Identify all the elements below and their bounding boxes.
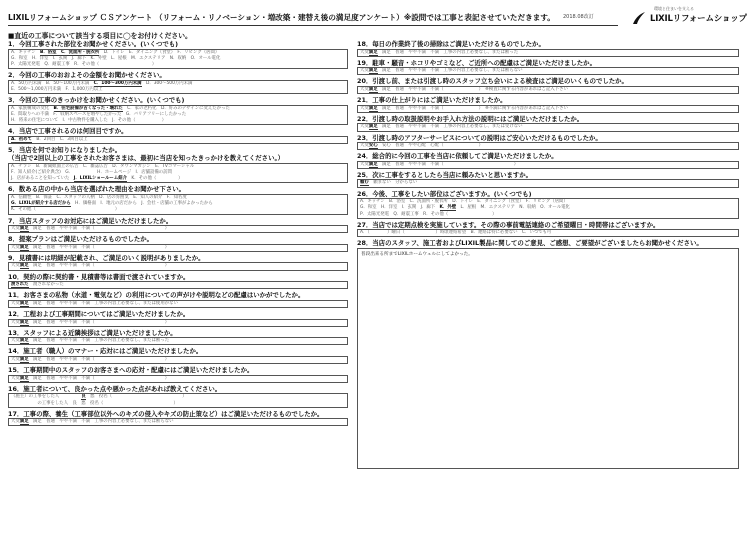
answer-options (8, 281, 348, 289)
question-title: 9．見積書には明細が記載され、ご満足のいく説明がありましたか。 (8, 253, 205, 262)
answer-options (8, 300, 348, 308)
free-comment-box[interactable] (357, 248, 739, 469)
question-block (8, 40, 348, 69)
question-title: 12．工程および工事期間についてはご満足いただけましたか。 (8, 310, 190, 319)
option-text: 満足 普通 やや不満 不満（ ） (377, 161, 519, 167)
option-text: 大変 (11, 338, 20, 344)
question-title: 5．当店を何でお知りになりましたか。 (8, 145, 122, 154)
selected-answer[interactable]: 満足 (368, 68, 378, 74)
question-title: 19．駐車・騒音・ホコリやゴミなど、ご近所への配慮はご満足いただけましたか。 (357, 58, 596, 67)
question-title: 4．当店で工事されるのは何回目ですか。 (8, 127, 128, 136)
answer-options (8, 375, 348, 383)
option-row (11, 62, 345, 68)
option-text: G．和室 H．洋室 I．玄関 J．廊下 K．外壁 L．屋根 M．エクステリア N．収納 O．オール電化 (11, 55, 221, 61)
option-text: D．トイレ E．ダイニング（食堂） F．リビング（居間） (99, 49, 220, 55)
option-text: J．店があることを知っていた (11, 176, 74, 182)
question-title: 24．総合的に今回の工事を当店に依頼してご満足いただけましたか。 (357, 152, 558, 161)
answer-options (8, 194, 348, 215)
option-row (360, 230, 736, 236)
option-row (360, 124, 736, 130)
option-text: 大変 (11, 226, 20, 232)
option-row (11, 376, 345, 382)
option-text: 満足 普通 やや不満 不満 工事の内容上必要なし、または断らない (28, 419, 174, 425)
option-text: F．知人紹介(ご紹介典含) G． H．ホームページ I．店舗設備の訪問 (11, 170, 172, 176)
selected-answer[interactable]: 満足 (19, 419, 29, 425)
option-text: 満足 普通 やや不満 不満 工事の内容上必要なし、または断らない (377, 68, 523, 74)
question-block (8, 291, 348, 308)
option-text: 大変 (11, 300, 20, 306)
answer-options (357, 105, 739, 113)
option-row (360, 106, 736, 112)
option-text: 大変 (11, 319, 20, 325)
option-text: 大変 (360, 49, 369, 55)
option-text: 満足 普通 やや不満 不満（ ） (28, 375, 170, 381)
option-text: A．50万円未満 B．50～100万円未満 (11, 80, 94, 86)
option-text: 満足 普通 やや不満 不満（ ） ※検査に関する内容があればご記入下さい (377, 86, 568, 92)
selected-answer[interactable]: 満足 (19, 226, 29, 232)
survey-header (8, 12, 608, 23)
answer-options (357, 142, 739, 150)
question-block (8, 310, 348, 327)
option-text: P．太陽光発電 Q．耐震工事 R．その他（ ） (11, 61, 157, 67)
question-block (357, 59, 739, 76)
option-text: 大変 (11, 375, 20, 381)
selected-answer[interactable]: 安心 (368, 143, 378, 149)
option-text: 大変 (11, 263, 20, 269)
question-block (8, 347, 348, 364)
option-row (360, 50, 736, 56)
question-block (8, 146, 348, 184)
selected-answer[interactable]: 満足 (368, 105, 378, 111)
option-text: 満足 普通 やや不満 不満 工事の内容上必要なし、または断った (28, 338, 170, 344)
selected-answer[interactable]: B．住宅設備が古くなった・壊れた (53, 105, 123, 111)
answer-options (8, 136, 348, 144)
question-block (8, 235, 348, 252)
answer-options (8, 105, 348, 126)
option-row (11, 282, 345, 288)
selected-answer[interactable]: C．100～300万円未満 (93, 80, 142, 86)
option-row (360, 212, 736, 218)
option-row (11, 87, 345, 93)
option-text: 頼まない 分からない (368, 180, 418, 186)
question-title: 22．引渡し時の取扱説明やお手入れ方法の説明にはご満足いただけましたか。 (357, 114, 584, 123)
question-block (8, 96, 348, 125)
option-text: 安心 普通 やや心配 心配（ ） (377, 143, 483, 149)
question-title: 13．スタッフによる近隣挨拶はご満足いただけましたか。 (8, 328, 177, 337)
question-block (357, 96, 739, 113)
answer-options (8, 393, 348, 407)
question-block (8, 217, 348, 234)
question-title: 16．施工者について、良かった点や悪かった点があれば教えてください。 (8, 384, 222, 393)
option-text: 大変 (360, 124, 369, 130)
selected-answer[interactable]: J．LIXILショールーム紹介 (73, 176, 127, 182)
answer-options (357, 179, 739, 187)
answer-options (8, 356, 348, 364)
question-title: 27．当店では定期点検を実施しています。その際の事前電話連絡のご希望曜日・時間帯はございますか。 (357, 220, 660, 229)
answer-options (8, 80, 348, 94)
option-text: 満足 普通 やや不満 不満（ ） (28, 244, 170, 250)
question-title: 20．引渡し前、または引渡し時のスタッフ立ち会いによる検査はご満足のいくものでしたか。 (357, 77, 628, 86)
option-text: H．価格面 I．地元の店だから J．会社・店舗の工事がよかったから (70, 201, 213, 207)
question-block (357, 115, 739, 132)
option-text: A．（ ）曜日（ ）時頃連絡希望 B．連絡は特に必要ない C．いつでも可 (360, 230, 552, 236)
question-block (357, 171, 739, 188)
header-divider (8, 25, 618, 26)
question-block (8, 410, 348, 427)
selected-answer[interactable]: 満足 (19, 338, 29, 344)
option-text: A．キッチン B．浴室 C．洗面所・脱衣所 D．トイレ E．ダイニング（食堂） F．リビング（居間） (360, 199, 568, 205)
option-row (360, 143, 736, 149)
lixil-logo (626, 6, 747, 28)
option-row (11, 263, 345, 269)
selected-answer[interactable]: 満足 (368, 124, 378, 130)
option-text: 満足 普通 やや不満 不満（ ） (28, 263, 170, 269)
question-block (357, 77, 739, 94)
answer-options (357, 86, 739, 94)
logo-name: LIXILリフォームショップ (650, 14, 747, 24)
question-title: 21．工事の仕上がりにはご満足いただけましたか。 (357, 96, 507, 105)
option-text: 満足 普通 やや不満 不満（ ） (28, 356, 170, 362)
option-row (11, 401, 345, 407)
selected-answer[interactable]: 満足 (368, 161, 378, 167)
question-title: 15．工事期間中のスタッフのお客さまへの応対・配慮にはご満足いただけましたか。 (8, 366, 254, 375)
question-block (8, 127, 348, 144)
option-text: K．その他（ ） (127, 176, 183, 182)
option-text: K．その他（ ） (11, 207, 120, 213)
option-text: 満足 普通 やや不満 不満 工事の内容上必要なし、または断った (377, 49, 519, 55)
answer-options (8, 418, 348, 426)
answer-options (8, 319, 348, 327)
option-text: 大変 (360, 161, 369, 167)
selected-answer[interactable]: 満足 (19, 244, 29, 250)
option-row (11, 320, 345, 326)
option-row (11, 137, 345, 143)
selected-answer[interactable]: 満足 (368, 86, 378, 92)
option-row (360, 68, 736, 74)
option-row (11, 207, 345, 213)
answer-options (357, 229, 739, 237)
option-text: A．キッチン (11, 49, 41, 55)
option-text: A．家族構成の変化 (11, 105, 54, 111)
selected-answer[interactable]: 満足 (19, 356, 29, 362)
selected-answer[interactable]: 良 (81, 394, 86, 400)
right-column (357, 40, 739, 469)
option-text: 悪 役名（ ） (85, 394, 187, 400)
option-text: の工事をした人 良 悪 役名（ ） (11, 400, 178, 406)
option-text: 渡されなかった (28, 282, 64, 288)
question-block (8, 185, 348, 214)
free-comment-text: 普段出来る所までLIXILホームウェルにしてよかった。 (361, 251, 473, 257)
option-text: 大変 (360, 105, 369, 111)
question-block (8, 71, 348, 94)
option-text: P．太陽光発電 Q．耐震工事 R．その他（ ） (360, 211, 497, 217)
question-subtitle: （当店で2回以上の工事をされたお客さまは、最初に当店を知ったきっかけを教えてください。） (8, 154, 285, 163)
question-title: 10．契約の際に契約書・見積書等は書面で渡されていますか。 (8, 272, 190, 281)
survey-title: LIXILリフォームショップ ＣＳアンケート （リフォーム・リノベーション・増改築・建替え後の満足度アンケート）※設問では工事と表記させていただきます。 (8, 13, 555, 22)
selected-answer[interactable]: 渡された (11, 282, 29, 288)
selected-answer[interactable]: 頼む (360, 180, 369, 186)
answer-options (8, 49, 348, 70)
option-text: A．信頼性 B．保証 C．スタッフの人柄 D．店の雰囲気 E．知人の紹介 F．知名度 (11, 194, 187, 200)
option-row (11, 419, 345, 425)
option-text: B．2回目 C．3回目以上 (31, 136, 88, 142)
selected-answer[interactable]: 満足 (19, 263, 29, 269)
option-row (11, 118, 345, 124)
answer-options (8, 337, 348, 345)
option-text: 大変 (11, 356, 20, 362)
question-block (357, 40, 739, 57)
answer-options (357, 49, 739, 57)
option-text: （施主）の工事をした人 (11, 394, 82, 400)
option-text: 満足 普通 やや不満 不満（ ） ※不満に関する内容があればご記入下さい (377, 105, 568, 111)
option-text: 満足 普通 やや不満 不満 工事の内容上必要なし、または受けない (377, 124, 523, 130)
left-column (8, 40, 348, 428)
question-title: 11．お客さまの私物（水道・電気など）の利用についての声がけや説明などの配慮はいかがでしたか。 (8, 291, 305, 300)
answer-options (357, 123, 739, 131)
question-block (8, 273, 348, 290)
answer-options (357, 161, 739, 169)
option-row (11, 357, 345, 363)
question-block (357, 221, 739, 238)
question-title: 8．提案プランはご満足いただけるものでしたか。 (8, 235, 154, 244)
answer-options (8, 262, 348, 270)
selected-answer[interactable]: A．初めて (11, 136, 32, 142)
question-block-28 (357, 239, 739, 469)
option-text: 大変 (360, 143, 369, 149)
question-block (8, 366, 348, 383)
question-title: 2．今回の工事のおおよその金額をお聞かせください。 (8, 71, 166, 80)
option-row (11, 338, 345, 344)
question-title: 18．毎日の作業終了後の掃除はご満足いただけるものでしたか。 (357, 40, 545, 48)
question-title: 6．数ある店の中から当店を選ばれた理由をお聞かせ下さい。 (8, 185, 185, 194)
question-block (8, 254, 348, 271)
option-text: E．500～1,000万円未満 F．1,000万円以上 (11, 86, 103, 92)
revision-date: 2018.08改訂 (563, 14, 594, 20)
selected-answer[interactable]: 満足 (19, 300, 29, 306)
option-row (360, 162, 736, 168)
option-text: H．将来の住宅について I．中古物件を購入した J．その他（ ） (11, 117, 167, 123)
option-text: 満足 普通 やや不満 不満（ ） (28, 226, 170, 232)
selected-answer[interactable]: G．LIXILが紹介する店だから (11, 201, 71, 207)
option-text: 大変 (11, 244, 20, 250)
option-text: 満足 普通 やや不満 不満（ ） (28, 319, 170, 325)
question-title: 28．当店のスタッフ、施工者およびLIXIL製品に関してのご意見、ご感想、ご要望がございましたらお聞かせください。 (357, 239, 703, 248)
option-text: D．300～500万円未満 (141, 80, 193, 86)
question-block (8, 385, 348, 408)
option-text: E．間取りへの不満 F．収納スペースを増やしたかった G．バリアフリーにしたかった (11, 111, 187, 117)
question-block (8, 329, 348, 346)
question-block (357, 152, 739, 169)
option-row (11, 226, 345, 232)
option-text: 大変 (360, 68, 369, 74)
option-text: A．チラシ B．新聞紙面上の広告 C．雑誌広告 D．タウンマガジン E．TVコマーシャル (11, 163, 195, 169)
selected-answer[interactable]: B．浴室 C．洗面所・脱衣所 (40, 49, 100, 55)
option-row (11, 245, 345, 251)
option-text: 大変 (11, 419, 20, 425)
question-title: 26．今後、工事をしたい部位はございますか。(いくつでも) (357, 189, 532, 198)
option-row (11, 176, 345, 182)
answer-options (8, 163, 348, 184)
answer-options (357, 67, 739, 75)
question-title: 7．当店スタッフのお対応にはご満足いただけましたか。 (8, 216, 173, 225)
answer-options (8, 225, 348, 233)
answer-options (8, 244, 348, 252)
option-row (360, 87, 736, 93)
answer-options (357, 198, 739, 219)
option-row (360, 180, 736, 186)
selected-answer[interactable]: 満足 (368, 49, 378, 55)
option-text: G．和室 H．洋室 I．玄関 J．廊下 (360, 205, 440, 211)
option-text: 大変 (360, 86, 369, 92)
question-title: 25．次に工事をするとしたら当店に頼みたいと思いますか。 (357, 170, 533, 179)
option-text: 満足 普通 やや不満 不満 工事の内容上必要なし、または使用がない (28, 300, 178, 306)
question-block (357, 190, 739, 219)
selected-answer[interactable]: 満足 (19, 375, 29, 381)
option-row (11, 301, 345, 307)
question-title: 3．今回の工事のきっかけをお聞かせください。(いくつでも) (8, 96, 185, 105)
option-text: L．屋根 M．エクステリア N．収納 O．オール電化 (456, 205, 570, 211)
question-title: 23．引渡し時のアフターサービスについての説明はご安心いただけるものでしたか。 (357, 133, 602, 142)
selected-answer[interactable]: K．外壁 (439, 205, 457, 211)
logo-tagline: 環境と住まいを支える (654, 6, 694, 11)
question-title: 1．今回工事された部位をお聞かせください。(いくつでも) (8, 40, 179, 48)
option-text: C．家の老朽化 D．好みのデザインに変えたかった (122, 105, 230, 111)
selected-answer[interactable]: 満足 (19, 319, 29, 325)
question-title: 14．施工者（職人）のマナー・応対にはご満足いただけましたか。 (8, 347, 203, 356)
instruction-text: ■直近の工事について該当する項目に◯をお付けください。 (8, 32, 192, 40)
question-block (357, 134, 739, 151)
logo-swoosh-icon (632, 11, 646, 25)
question-title: 17．工事の際、養生（工事部位以外へのキズの侵入やキズの防止策など）はご満足いただけるものでしたか。 (8, 409, 324, 418)
